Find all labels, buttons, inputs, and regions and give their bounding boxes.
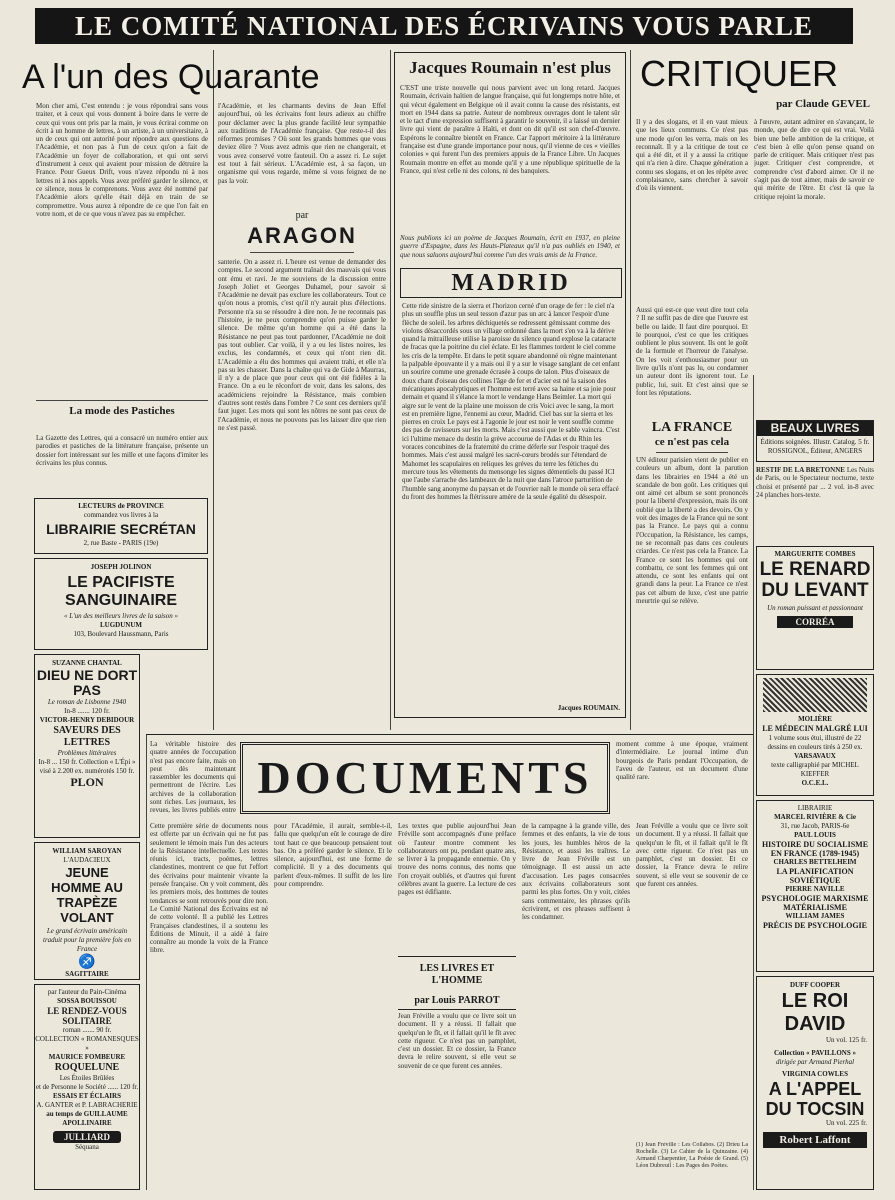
ad-pacifiste-sanguinaire[interactable] [34, 558, 208, 650]
ad-publisher: LUGDUNUM [100, 621, 142, 629]
ad-headline: HISTOIRE DU SOCIALISME EN FRANCE (1789-1945) [761, 840, 869, 858]
ad-headline: JEUNE HOMME AU TRAPÈZE VOLANT [51, 865, 123, 925]
ad-renard-du-levant[interactable] [756, 546, 874, 670]
divider [36, 400, 208, 401]
ad-author: JOSEPH JOLINON [90, 563, 152, 571]
ad-author: PIERRE NAVILLE [785, 885, 845, 893]
ad-line: 1 volume sous étui, illustré de 22 dessins en couleurs tirés à 250 ex. [767, 734, 863, 751]
documents-body: Les textes que publie aujourd'hui Jean Fréville sont accompagnés d'une préface où l'auteur montre comment les collaborateurs ont pu, pendant quatre ans, se livrer à la propagande ennemie. On y trouve des noms connus, des noms que l'on croyait oubliés, et d'autres qui furent célèbres avant la guerre. La lecture de ces pages est édifiante. [398, 822, 516, 897]
ad-headline: ROQUELUNE [54, 1062, 120, 1073]
ad-author: MAURICE FOMBEURE [48, 1053, 126, 1061]
ad-line: et de Personne le Société ...... 120 fr. [35, 1083, 139, 1091]
ad-headline: PRÉCIS DE PSYCHOLOGIE [762, 921, 868, 930]
ad-restif[interactable] [756, 466, 874, 542]
documents-intro: moment comme à une époque, vraiment d'intermédiaire. Le journal intime d'un bourgeois de Paris pendant l'Occupation, de l'aveu de l'auteur, est un document d'une qualité rare. [616, 740, 748, 782]
ad-julliard[interactable] [34, 984, 140, 1190]
article-body: santerie. On a assez ri. L'heure est venue de demander des comptes. Le second argument traînait des mauvais qui vous ont ému et ravi. Je me souviens de la discussion entre Joseph Joliet et Georges Duhamel, pour savoir si l'Académie ne devait pas exclure les collaborateurs. Tout ce qu'on nous a promis, c'est qu'il n'y aurait plus d'élections. Personne n'a su se résoudre à dire non. Je ne reconnais pas l'histoire, je ne peux comprendre qu'on puisse garder le silence. De même qu'un homme qui a été dans la Résistance ne peut pas tout pardonner, l'Académie ne doit pas tout oublier. Car voilà, il y a eu les listes noires, les exclus, les condamnés, et ceux qui n'ont rien dit. L'Académie a élu des hommes qui avaient trahi, et elle n'a pas su les chasser. Dans la chaîne qui va de Gide à Maurras, il n'y a de place que pour ceux qui ont été fidèles à la France. On a eu le réconfort de voir, dans les salons, des académiciens rejoindre la Résistance, mais combien d'autres sont restés dans l'ombre ? Ce sont ces derniers qu'il faut juger. Les mots qui sont les nôtres ne sont pas ceux de l'Académie, et nous ne pouvons pas les laisser dire que rien ne s'est passé. [218, 258, 386, 432]
ad-publisher: PLON [70, 775, 104, 789]
ad-headline: RESTIF DE LA BRETONNE [756, 466, 845, 474]
section-heading: LA FRANCE [651, 420, 733, 435]
footnotes: (1) Jean Fréville : Les Collabos. (2) Drieu La Rochelle. (3) Le Cahier de la Quinzaine. (4) Armand Charpentier, La Poésie de Grand. (5) Léon Dubreuil : Les Pages des Poètes. [636, 1142, 748, 1169]
ad-headline: LE MÉDECIN MALGRÉ LUI [762, 724, 868, 733]
divider [656, 452, 728, 453]
ad-line: Problèmes littéraires [57, 749, 117, 757]
ad-headline: au temps de GUILLAUME APOLLINAIRE [46, 1110, 128, 1127]
ad-sagittaire[interactable] [34, 842, 140, 980]
ad-headline: SAVEURS DES LETTRES [53, 725, 121, 748]
ad-line: Le grand écrivain américain traduit pour la première fois en France [43, 927, 131, 953]
poem-title: MADRID [400, 268, 622, 298]
documents-body: Jean Fréville a voulu que ce livre soit un document. Il y a réussi. Il fallait que quelqu'un le fît, et il fallait qu'il le fît avec cette rigueur. Ce n'est pas un pamphlet, c'est un dossier. Et ce dossier, la France devra le relire souvent, si elle veut se souvenir de ce que furent ces années. [398, 1012, 516, 1070]
column-rule [630, 50, 631, 730]
sagittarius-icon: ♐ [78, 955, 96, 970]
masthead: LE COMITÉ NATIONAL DES ÉCRIVAINS VOUS PARLE [35, 8, 853, 44]
documents-intro: La véritable histoire des quatre années de l'occupation n'est pas encore faite, mais on peut dès maintenant rassembler les documents qui permettront de l'écrire. Les archives de la collaboration sont riches. Les journaux, les revues, les livres publiés entre [150, 740, 236, 815]
ad-headline: LIBRAIRIE SECRÉTAN [46, 521, 196, 537]
roumain-title: Jacques Roumain n'est plus [409, 58, 611, 77]
documents-body: Jean Fréville a voulu que ce livre soit un document. Il y a réussi. Il fallait que quelqu'un le fît, et il fallait qu'il le fît avec cette rigueur. Ce n'est pas un pamphlet, c'est un dossier. Et ce dossier, la France devra le relire souvent, si elle veut se souvenir de ce que furent ces années. [636, 822, 748, 889]
livres-header [398, 956, 516, 1010]
livres-byline: par Louis PARROT [414, 995, 500, 1006]
ad-line: In-8 ....... 120 fr. [64, 707, 110, 715]
ad-headline: LE RENDEZ-VOUS SOLITAIRE [47, 1006, 127, 1026]
article-title: A l'un des Quarante [22, 58, 320, 96]
ad-author: WILLIAM JAMES [785, 912, 845, 920]
ad-line: L'AUDACIEUX [63, 856, 111, 864]
ad-line: LECTEURS de PROVINCE [78, 502, 164, 510]
ad-headline: A L'APPEL DU TOCSIN [765, 1079, 865, 1119]
ad-line: Un roman puissant et passionnant [767, 604, 863, 612]
roumain-note: Nous publions ici un poème de Jacques Roumain, écrit en 1937, en pleine guerre d'Espagne, dans les Hauts-Plateaux qu'il n'a pas oubliés en 1940, et que nous saluons aujourd'hui comme l'un des vrais amis de la France. [400, 234, 620, 259]
critique-body: Il y a des slogans, et il en vaut mieux que les lieux communs. Ce n'est pas une mode qu'on les verra, mais on les reconnaît. Il y a la critique de tout ce qui a été dit, et il y a aussi la critique qui n'a rien à dire. Chaque génération a connu ses slogans, et on les répète avec complaisance, sans chercher à savoir d'où ils viennent. [636, 118, 748, 193]
ad-line: 103, Boulevard Haussmann, Paris [73, 630, 169, 638]
illustration [763, 678, 867, 712]
ad-author: SUZANNE CHANTAL [52, 659, 122, 667]
column-rule [146, 735, 147, 1190]
ad-marcel-riviere[interactable] [756, 800, 874, 972]
column-rule [390, 50, 391, 730]
ad-author: VICTOR-HENRY DEBIDOUR [39, 716, 135, 724]
article-signature: ARAGON [247, 223, 357, 248]
ad-librairie-secretan[interactable] [34, 498, 208, 554]
ad-headline: LA PLANIFICATION SOVIÉTIQUE [776, 867, 854, 885]
section-heading: La mode des Pastiches [69, 405, 175, 417]
ad-line: Séquana [75, 1143, 99, 1151]
column-rule [753, 375, 754, 1190]
ad-line: Le roman de Lisbonne 1940 [47, 698, 127, 706]
divider [250, 252, 354, 253]
ad-medecin-malgre-lui[interactable] [756, 674, 874, 796]
ad-robert-laffont[interactable] [756, 976, 874, 1190]
section-heading: ce n'est pas cela [654, 436, 730, 448]
byline-label: par [295, 210, 309, 221]
poem-author: Jacques ROUMAIN. [557, 704, 620, 712]
ad-publisher: CORRÉA [777, 616, 853, 628]
ad-line: Les Nuits de Paris, ou le Spectateur nocturne, texte choisi et présenté par ... 2 vol. in-8 avec 24 planches hors-texte. [756, 466, 874, 499]
ad-line: In-8 ... 150 fr. Collection « L'Épi » visé à 2.200 ex. numérotés 150 fr. [38, 758, 136, 775]
ad-line: roman ....... 90 fr. [62, 1026, 112, 1034]
ad-line: « L'un des meilleurs livres de la saison » [63, 612, 178, 620]
ad-headline: BEAUX LIVRES [757, 421, 873, 436]
ad-author: MARGUERITE COMBES [774, 550, 856, 558]
ad-author: DUFF COOPER [789, 981, 841, 989]
ad-author: PAUL LOUIS [794, 831, 836, 839]
ad-line: Collection « PAVILLONS » [774, 1049, 856, 1057]
livres-title: LES LIVRES ET L'HOMME [419, 963, 495, 986]
ad-line: commandez vos livres à la [83, 511, 159, 519]
documents-body: Cette première série de documents nous est offerte par un écrivain qui ne fut pas seulement le témoin mais l'un des acteurs de la Résistance intellectuelle. Les textes réunis ici, tracts, poèmes, lettres clandestines, montrent ce que fut l'effort des écrivains pour maintenir vivante la pensée française. On y voit comment, dès les premiers mois, des hommes de toutes tendances se sont retrouvés pour dire non. Le Comité National des Écrivains est né de cette volonté. Il a publié les Lettres Françaises clandestines, il a soutenu les Éditions de Minuit, il a aidé à faire connaître au monde la voix de la France libre. [150, 822, 268, 955]
poem-body: Cette ride sinistre de la sierra et l'horizon cerné d'un orage de fer : le ciel n'a plus un souffle plus un seul tesson d'azur pas un arc à lancer l'espoir d'une flèche de soleil. les arbres déchiquetés se redressent gémissant comme des violons désaccordés sous un village ordonné dans la mort s'en va à la dérive quand la mitrailleuse utilise la paroisse du silence quand explose la cataracte de fracas que la poitrine du ciel éclate. Et les flammes tordent le ciel comme les cris de la tempête. Et dans le petit square abandonné où règne maintenant la palpable épouvante il y a mais oui il y a sur le visage sanglant de cet enfant un sourire comme une grenade écrasée à coups de talon. Plus d'oiseaux de doux chant d'oiseau des collines l'âge de fer et d'acier est né la saison des mécaniques apocalyptiques et l'homme est terré avec sa haine et sa joie pour demain et quand il s'élance la mort le vendange Hans Beimler. La mort qui aigre sur le vent de la plaine une moisson de cris Voici avec le sang, la mort est en première ligne, l'ennemi au cœur, Madrid. Ciel bas sur la sierra et les pierres en croix Le pays est à l'agonie le jour est noir le vent souffle comme des pas de ravisseurs sur les morts. Mais c'est aussi que le sable vaincra. C'est ici l'ultime menace du destin la grève accourue de l'Adas et du Rhin les voraces concubines de la fraternité du crime déferle sur l'espoir traqué des hommes. Mais c'est aussi malgré les sacré-cœurs brodés sur l'étendard de Mahomet les scapulaires en reliques les gréves du terre les fétiches du mercure tous les vêtements du mensonge les signes démentiels du passé ICI que l'aube s'arrache des lambeaux de la nuit que dans l'atroce parturition de l'humble sang anonyme du paysan et de l'ouvrier naît le monde où sera effacé du front des hommes la flétrissure amère de la seule égalité du désespoir. [402, 302, 620, 501]
ad-publisher: O.C.E.L. [801, 779, 829, 787]
article-body: l'Académie, et les charmants devins de Jean Effel aujourd'hui, où les écrivains font leurs adieux au chiffre pour déclamer avec la plus grande facilité leur sympathie aux traditions de l'Académie française. Que reste-t-il des réformes promises ? Où sont les grands hommes que vous deviez élire ? Vous avez admis que rien ne changerait, et vous avez conservé votre fauteuil. On a assez ri. Le sujet est tout à fait sérieux. L'Académie est, à sa façon, un organisme qui vous regarde, même si vous feignez de ne pas la voir. [218, 102, 386, 185]
ad-headline: LE ROI DAVID [781, 990, 849, 1035]
section-body: UN éditeur parisien vient de publier en couleurs un album, dont la parution dans les librairies en 1944 a été un scandale de bon goût. Les critiques qui ont aimé cet album se sont prononcés pour la liberté d'expression, mais ils ont oublié que la liberté a des devoirs. On y voit des images de la France qui ne sont pas la France. Le pays qui a connu l'Occupation, la Résistance, les camps, ne se reconnaît pas dans ces couleurs criardes. Ce n'est pas cela la France. La France ce sont les hommes qui ont combattu, ce sont les femmes qui ont attendu, ce sont les enfants qui ont grandi dans la peur. La France ce n'est pas cet album de luxe, c'est une patrie meurtrie qui se relève. [636, 456, 748, 606]
section-body: La Gazette des Lettres, qui a consacré un numéro entier aux parodies et pastiches de la littérature française, présente un dossier fort intéressant sur les mille et une façons d'imiter les écrivains les plus connus. [36, 434, 208, 467]
ad-line: VARSAVAUX [794, 752, 836, 760]
ad-author: VIRGINIA COWLES [782, 1070, 848, 1078]
column-rule [213, 50, 214, 730]
ad-author: SOSSA BOUISSOU [57, 997, 117, 1005]
ad-publisher: MARCEL RIVIÈRE & Cie [774, 813, 856, 821]
ad-line: Un vol. 225 fr. [825, 1119, 867, 1127]
documents-body: pour l'Académie, il aurait, semble-t-il, fallu que quelqu'un eût le courage de dire tout haut ce que beaucoup pensaient tout bas. On a préféré garder le silence. Et le silence, aujourd'hui, est une forme de complicité. Il y a des documents qui parlent d'eux-mêmes. Il suffit de les lire pour comprendre. [274, 822, 392, 889]
ad-publisher: SAGITTAIRE [65, 970, 109, 978]
documents-title: DOCUMENTS [257, 752, 593, 803]
ad-author: CHARLES BETTELHEIM [773, 858, 857, 866]
documents-body: de la campagne à la grande ville, des femmes et des enfants, la vie de tous les jours, les humbles héros de la Résistance, et aussi les traîtres. Le livre de Jean Fréville est un témoignage. Il est aussi un acte d'accusation. Les pages consacrées aux écrivains collaborateurs sont parmi les plus fortes. On y voit, citées sans commentaire, les phrases qu'ils écrivirent, et ces phrases suffisent à les condamner. [522, 822, 630, 922]
ad-line: dirigée par Armand Pierhal [775, 1058, 855, 1066]
ad-headline: LE PACIFISTE SANGUINAIRE [64, 574, 177, 609]
ad-headline: PSYCHOLOGIE MARXISME MATÉRIALISME [761, 894, 869, 912]
ad-author: MOLIÈRE [798, 715, 832, 723]
critique-byline: par Claude GEVEL [776, 98, 870, 110]
ad-line: COLLECTION « ROMANESQUES » [35, 1035, 139, 1052]
ad-line: Un vol. 125 fr. [825, 1036, 867, 1044]
ad-line: Éditions soignées. Illustr. Catalog. 5 fr. ROSSIGNOL, Éditeur, ANGERS [760, 438, 870, 455]
ad-publisher: JULLIARD [53, 1131, 121, 1143]
ad-line: texte calligraphié par MICHEL KIEFFER [771, 761, 859, 778]
ad-line: LIBRAIRIE [797, 804, 833, 812]
ad-line: ESSAIS ET ÉCLAIRS [53, 1092, 121, 1100]
documents-banner [240, 742, 610, 814]
ad-plon[interactable] [34, 654, 140, 838]
ad-line: 2, rue Baste - PARIS (19e) [83, 539, 159, 547]
ad-line: 31, rue Jacob, PARIS-6e [780, 822, 850, 830]
divider [146, 734, 753, 735]
ad-line: par l'auteur du Pain-Cinéma [47, 988, 127, 996]
ad-line: Les Étoiles Brûlées [59, 1074, 115, 1082]
critique-title: CRITIQUER [640, 53, 838, 94]
ad-beaux-livres[interactable] [756, 420, 874, 462]
ad-author: WILLIAM SAROYAN [52, 847, 122, 855]
ad-author: A. GANTER et P. LABRACHERIE [36, 1101, 138, 1109]
ad-publisher: Robert Laffont [763, 1132, 867, 1148]
critique-body: Aussi qui est-ce que veut dire tout cela ? Il ne suffit pas de dire que l'œuvre est belle ou laide. Il faut dire pourquoi. Et le pourquoi, c'est ce que les critiques oublient le plus souvent. Ils ont le goût de la formule et l'horreur de l'analyse. On les voit s'enthousiasmer pour un livre qu'ils n'ont pas lu, ou condamner un auteur dont ils ignorent tout. Le public, lui, suit. Et c'est ainsi que se font les réputations. [636, 306, 748, 397]
article-body: Mon cher ami, C'est entendu : je vous répondrai sans vous traiter, et à ceux qui vous donnent à boire dans le verre de ceux qui vous ont pris par la main, je vous écrirai comme on écrit à un homme de lettres, à un artiste, à un universitaire, à un de ceux qui ont autorité pour répondre aux questions de l'Académie, et non pas à l'un de ceux qu'on a fait de l'Académie un foyer de collaboration, et qui ont servi d'instrument à ceux qui avaient pour mission de détruire la France. Pour Gueux Drift, vous n'avez répondu ni à nos lettres ni à nos appels. Vous avez préféré garder le silence, et ce silence, nous le comprenons. Vous avez été nommé par l'Académie alors qu'elle était déjà en train de se compromettre. Vous aurez à répondre de ce que l'on fait en votre nom, et de ce que vous n'avez pas su empêcher. [36, 102, 208, 218]
roumain-body: C'EST une triste nouvelle qui nous parvient avec un long retard. Jacques Roumain, écrivain haïtien de langue française, qui fut longtemps notre hôte, et qui vécut également en Belgique où il avait connu la cause des résistants, est mort en 1944 dans sa patrie. Auteur de nombreux ouvrages dont le talent sûr et le tact d'une expression suffisent à garantir le souvenir, il a laissé un dernier livre qui vient de paraître à Haïti, et dont on dit qu'il est son chef-d'œuvre. Espérons le connaître bientôt en France. Car l'apport méritoire à la littérature française est d'une grande importance pour nous, qu'il vienne de ces « vieilles colonies » qui furent l'un des premiers appuis de la France Libre. Un Jacques Roumain montre en effet au monde qu'il y a une république spirituelle de la France, qui n'est celle ni des colons, ni des banquiers. [400, 84, 620, 175]
critique-body: à l'œuvre, autant admirer en s'avançant, le monde, que de dire ce qui est vrai. Voilà bien une belle ambition de la critique, et c'est bien à elle qu'on pense quand on parle de critiquer. Mais critiquer n'est pas juger. Critiquer c'est comprendre, et comprendre c'est d'abord aimer. Or il ne s'agit pas de tout aimer, mais de savoir ce qui mérite de l'être. Et c'est là que la critique rejoint la morale. [754, 118, 874, 201]
ad-headline: LE RENARD DU LEVANT [759, 559, 871, 601]
ad-headline: DIEU NE DORT PAS [36, 667, 138, 698]
